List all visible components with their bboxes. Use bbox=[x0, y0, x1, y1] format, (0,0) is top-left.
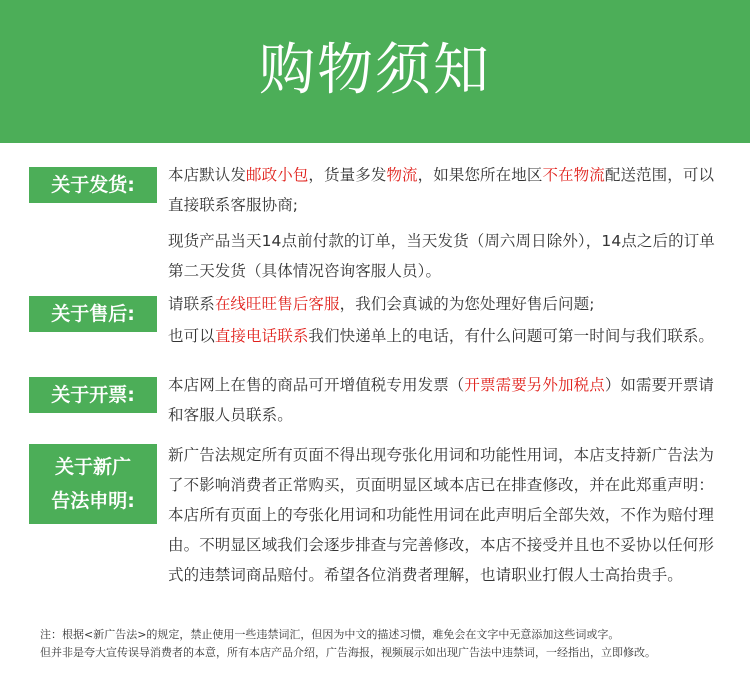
aftersale-paragraph-1 bbox=[168, 289, 723, 319]
footnote-line-1: 注：根据<新广告法>的规定，禁止使用一些违禁词汇，但因为中文的描述习惯，难免会在文字中无意添加这些词或字。 bbox=[40, 628, 620, 641]
text-span: 我们快递单上的电话，有什么问题可第一时间与我们联系。 bbox=[308, 327, 715, 345]
invoice-paragraph bbox=[168, 370, 723, 430]
shipping-paragraph-1 bbox=[168, 160, 723, 220]
text-span: ）如需要开票请和客服人员联系。 bbox=[168, 376, 715, 424]
adlaw-paragraph: 新广告法规定所有页面不得出现夸张化用词和功能性用词，本店支持新广告法为了不影响消费者正常购买，页面明显区域本店已在排查修改，并在此郑重声明：本店所有页面上的夸张化用词和功能性用词在此声明后全部失效，不作为赔付理由。不明显区域我们会逐步排查与完善修改，本店不接受并且也不妥协以任何形式的违禁词商品赔付。希望各位消费者理解，也请职业打假人士高抬贵手。 bbox=[168, 446, 715, 584]
text-span: 本店默认发 bbox=[168, 166, 247, 184]
text-span: 配送范围，可以直接联系客服协商; bbox=[168, 166, 715, 214]
text-span: ，我们会真诚的为您处理好售后问题; bbox=[339, 295, 595, 313]
aftersale-paragraph-2 bbox=[168, 321, 738, 351]
header-banner bbox=[0, 0, 750, 143]
text-span: 也可以 bbox=[168, 327, 215, 345]
adlaw-label bbox=[29, 444, 157, 524]
shipping-label: 关于发货: bbox=[29, 167, 157, 203]
highlight-not-in-logistics: 不在物流 bbox=[542, 166, 605, 184]
highlight-extra-tax: 开票需要另外加税点 bbox=[464, 376, 605, 394]
adlaw-label-line-2: 告法申明: bbox=[51, 490, 135, 512]
shipping-paragraph-2: 现货产品当天14点前付款的订单，当天发货（周六周日除外），14点之后的订单第二天发货（具体情况咨询客服人员）。 bbox=[168, 232, 715, 280]
invoice-label: 关于开票: bbox=[29, 377, 157, 413]
adlaw-label-line-1: 关于新广 bbox=[54, 456, 131, 478]
text-span: ，货量多发 bbox=[308, 166, 387, 184]
highlight-postal-packet: 邮政小包 bbox=[246, 166, 309, 184]
text-span: 本店网上在售的商品可开增值税专用发票（ bbox=[168, 376, 465, 394]
page-title: 购物须知 bbox=[259, 38, 491, 103]
highlight-logistics: 物流 bbox=[386, 166, 418, 184]
text-span: 请联系 bbox=[168, 295, 215, 313]
aftersale-label: 关于售后: bbox=[29, 296, 157, 332]
text-span: ，如果您所在地区 bbox=[417, 166, 543, 184]
highlight-online-service: 在线旺旺售后客服 bbox=[214, 295, 340, 313]
highlight-phone-contact: 直接电话联系 bbox=[214, 327, 309, 345]
footnote-line-2: 但并非是夸大宣传误导消费者的本意，所有本店产品介绍，广告海报，视频展示如出现广告法中违禁词，一经指出，立即修改。 bbox=[40, 646, 656, 659]
